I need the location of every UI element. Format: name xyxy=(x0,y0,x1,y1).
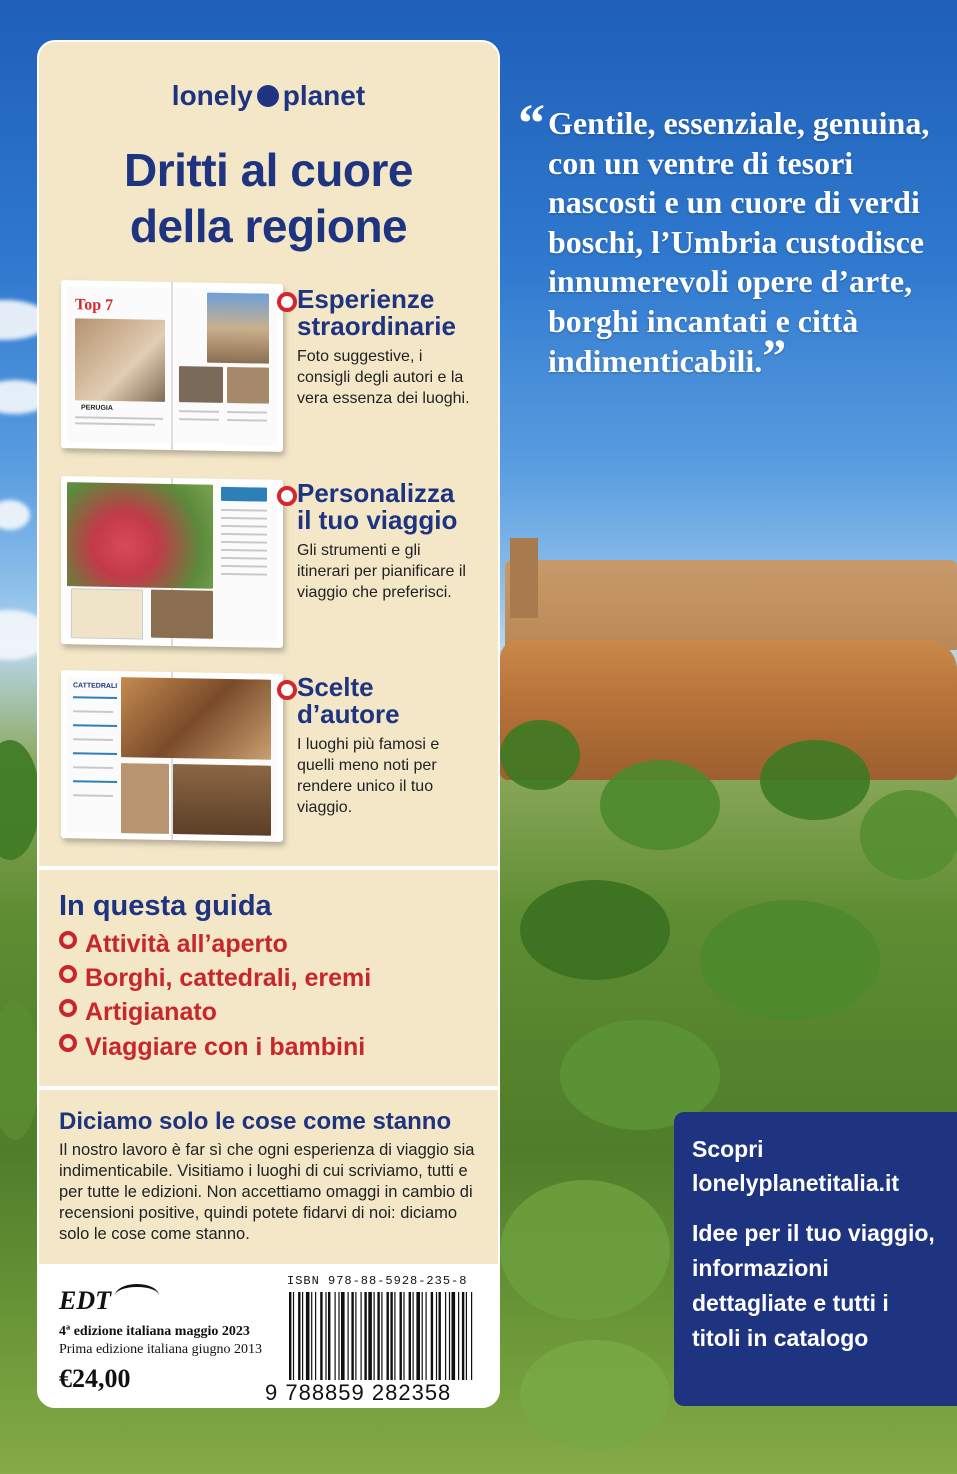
guide-item: Attività all’aperto xyxy=(59,930,288,959)
feature-author-choices: CATTEDRALI Scelte d’autore I luoghi più famosi e quelli meno noti per rendere unico il tuo viaggio. xyxy=(39,668,498,848)
book-preview-image: CATTEDRALI xyxy=(61,670,283,842)
publisher-wave-icon xyxy=(115,1284,159,1307)
globe-icon xyxy=(257,85,279,107)
quote-text: Gentile, essenziale, genuina, con un ventre di tesori nascosti e un cuore di verdi boschi, l’Umbria custodisce innumerevoli opere d’arte, borghi incantati e città indimenticabili.” xyxy=(548,105,930,383)
honesty-title: Diciamo solo le cose come stanno xyxy=(59,1108,452,1135)
guide-item: Artigianato xyxy=(59,998,217,1027)
edition-info: 4ª edizione italiana maggio 2023 xyxy=(59,1324,250,1339)
bullet-icon xyxy=(59,1034,77,1052)
brand-logo: lonely planet xyxy=(171,80,366,111)
price: €24,00 xyxy=(59,1364,131,1393)
bullet-icon xyxy=(277,292,297,312)
page-title: Dritti al cuore della regione xyxy=(123,144,413,252)
website-link[interactable]: lonelyplanetitalia.it xyxy=(692,1170,900,1196)
divider xyxy=(39,866,498,870)
bullet-icon xyxy=(59,999,77,1017)
bullet-icon xyxy=(277,486,297,506)
barcode-number: 9 788859 282358 xyxy=(265,1380,452,1405)
bullet-icon xyxy=(59,965,77,983)
bullet-icon xyxy=(277,680,297,700)
honesty-text: Il nostro lavoro è far sì che ogni esperienza di viaggio sia indimenticabile. Visitiamo i luoghi di cui scriviamo, tutti e per tutte le edizioni. Non accettiamo omaggi in cambio di recensioni positive, quindi potete fidarvi di noi: diciamo solo le cose come stanno. xyxy=(59,1141,475,1243)
promo-box: Scopri lonelyplanetitalia.it Idee per il tuo viaggio, informazioni dettagliate e tutti i titoli in catalogo xyxy=(674,1112,957,1406)
first-edition-info: Prima edizione italiana giugno 2013 xyxy=(59,1342,262,1357)
divider xyxy=(39,1086,498,1090)
quote-open-mark: “ xyxy=(518,93,545,153)
feature-experiences: Top 7 PERUGIA Esperienze straordinarie Foto suggestive, i consigli degli autori e la vera essenza dei luoghi. xyxy=(39,280,498,460)
quote-close-mark: ” xyxy=(762,329,787,383)
bullet-icon xyxy=(59,931,77,949)
barcode-icon xyxy=(287,1292,477,1380)
book-preview-image: Top 7 PERUGIA xyxy=(61,280,283,452)
book-preview-image xyxy=(61,476,283,648)
guide-item: Borghi, cattedrali, eremi xyxy=(59,964,371,993)
feature-personalize: Personalizza il tuo viaggio Gli strumenti e gli itinerari per pianificare il viaggio che preferisci. xyxy=(39,474,498,654)
publisher-logo: EDT xyxy=(59,1286,111,1315)
footer xyxy=(39,1264,498,1408)
guide-title: In questa guida xyxy=(59,890,272,922)
isbn: ISBN 978-88-5928-235-8 xyxy=(287,1274,468,1288)
promo-text: Idee per il tuo viaggio, informazioni dettagliate e tutti i titoli in catalogo xyxy=(692,1220,935,1351)
guide-item: Viaggiare con i bambini xyxy=(59,1033,365,1062)
info-panel xyxy=(37,40,500,1408)
